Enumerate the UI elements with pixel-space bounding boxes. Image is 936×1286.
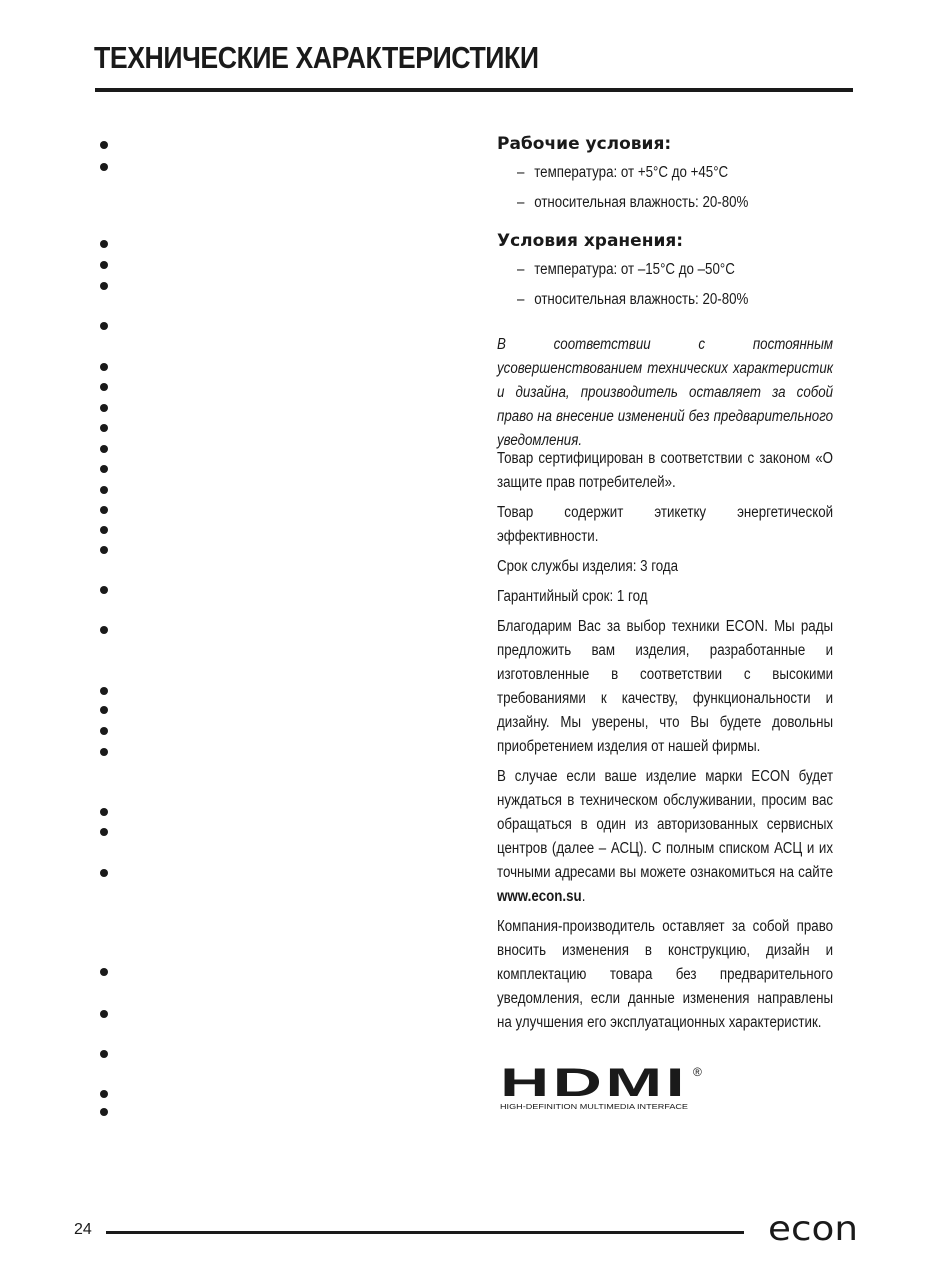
bullet [100,1108,108,1116]
service-life-text: Срок службы изделия: 3 года [497,558,679,575]
notice-text: В соответствии с постоянным усовершенствованием технических характеристик и дизайна, производитель оставляет за собой право на внесение изменений без предварительного уведомления. [497,336,834,449]
website-link[interactable]: www.econ.su [497,888,582,905]
registered-mark: ® [693,1065,702,1079]
certified-text: Товар сертифицирован в соответствии с законом «О защите прав потребителей». [497,450,834,491]
bullet [100,240,108,248]
bullet [100,424,108,432]
title-rule [95,88,853,92]
list-dash: – [517,261,525,278]
bullet [100,586,108,594]
energy-label-text: Товар содержит этикетку энергетической эффективности. [497,504,834,545]
storage-heading: Условия хранения: [497,231,684,251]
company-text: Компания-производитель оставляет за собой право вносить изменения в конструкцию, дизайн и комплектацию товара без предварительного уведомления, если данные изменения направлены на улучшения его эксплуатационных характеристик. [497,918,834,1031]
page-number: 24 [74,1221,92,1238]
thanks-text: Благодарим Вас за выбор техники ECON. Мы рады предложить вам изделия, разработанные и изготовленные в соответствии с высокими требованиями к качеству, функциональности и дизайну. Мы уверены, что Вы будете довольны приобретением изделия от нашей фирмы. [497,618,834,755]
bullet [100,141,108,149]
operating-humidity: относительная влажность: 20-80% [534,194,749,211]
list-dash: – [517,194,525,211]
bullet [100,445,108,453]
bullet [100,706,108,714]
bullet [100,546,108,554]
hdmi-tagline: HIGH-DEFINITION MULTIMEDIA INTERFACE [500,1104,689,1111]
service-end: . [581,888,586,905]
footer-rule [106,1231,744,1234]
notice-block [497,333,833,453]
list-item [497,255,833,285]
bullet [100,727,108,735]
info-block [497,447,833,1035]
bullet [100,322,108,330]
storage-temperature: температура: от –15°С до –50°С [534,261,735,278]
bullet [100,748,108,756]
bullet [100,808,108,816]
bullet [100,828,108,836]
page-title: ТЕХНИЧЕСКИЕ ХАРАКТЕРИСТИКИ [94,40,539,75]
service-body: В случае если ваше изделие марки ECON будет нуждаться в техническом обслуживании, просим вас обращаться в один из авторизованных сервисных центров (далее – АСЦ). С полным списком АСЦ и их точными адресами вы можете ознакомиться на сайте [497,768,834,881]
list-item [497,158,833,188]
hdmi-wordmark: HDMI [500,1062,688,1105]
bullet [100,486,108,494]
operating-heading: Рабочие условия: [497,134,672,154]
operating-temperature: температура: от +5°С до +45°С [534,164,729,181]
bullet [100,282,108,290]
bullet [100,869,108,877]
bullet [100,506,108,514]
hdmi-logo [500,1062,710,1114]
list-item [497,188,833,218]
bullet [100,968,108,976]
bullet [100,1010,108,1018]
storage-conditions [497,229,833,315]
bullet [100,626,108,634]
econ-logo [768,1212,860,1248]
storage-humidity: относительная влажность: 20-80% [534,291,749,308]
bullet [100,404,108,412]
bullet [100,363,108,371]
bullet [100,383,108,391]
service-text [497,765,833,909]
bullet [100,261,108,269]
bullet [100,465,108,473]
list-dash: – [517,164,525,181]
bullet [100,1050,108,1058]
bullet [100,163,108,171]
warranty-text: Гарантийный срок: 1 год [497,588,648,605]
bullet [100,526,108,534]
econ-wordmark: econ [768,1212,858,1248]
list-item [497,285,833,315]
operating-conditions [497,132,833,218]
bullet [100,1090,108,1098]
bullet [100,687,108,695]
list-dash: – [517,291,525,308]
